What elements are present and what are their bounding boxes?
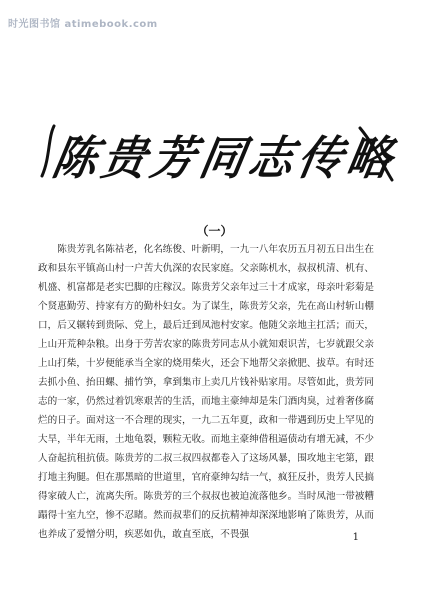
section-number: （一） [196,224,233,238]
paragraph: 陈贵芳乳名陈祜老，化名练俊、叶新明，一九一八年农历五月初五日出生在政和县东平镇高山村一户苦大仇深的农民家庭。父亲陈机水，叔叔机清、机有、机盛、机富都是老实巴脚的庄稼汉。陈贵芳父亲年过三十才成家，母亲叶彩菊是个贤惠勤劳、持家有方的勤朴妇女。为了谋生，陈贵芳父亲，先在高山村斩山棚口，后又辗转到贵际、党上，最后迁到凤池村安家。他随父亲地主扛活；而天，上山开荒种杂粮。出身于劳苦农家的陈贵芳同志从小就知艰识苦，七岁就跟父亲上山打柴，十岁便能承当全家的烧用柴火，还会下地帮父亲掀肥、拔草。有时还去抓小鱼、抬田螺、捕竹笋，拿到集市上卖几片钱补贴家用。尽管如此，贵芳同志的一家，仍然过着饥寒艰苦的生活，而地主豪绅却是朱门酒肉臭，过着奢侈腐烂的日子。面对这一不合理的现实，一九二五年夏，政和一带遇到历史上罕见的大旱，半年无雨，土地龟裂，颗粒无收。而地主豪绅借租逼债动有增无减，不少人奋起抗租抗债。陈贵芳的二叔三叔四叔都卷入了这场风暴，围攻地主宅第，跟打地主狗腿。但在那黑暗的世道里，官府豪绅勾结一气，疯狂反扑，贵芳人民搞得家破人亡，流离失所。陈贵芳的三个叔叔也被迫流落他乡。当时凤池一带被糟蹋得十室九空，惨不忍睹。然而叔辈们的反抗精神却深深地影响了陈贵芳，从而也养成了爱憎分明，疾恶如仇，敢直至底，不畏强 [38,244,374,540]
document-title: 陈贵芳同志传略 [48,131,401,186]
body-text [38,240,374,544]
watermark-text: 时光图书馆 atimebook.com [8,19,158,30]
page-number: 1 [352,532,359,543]
